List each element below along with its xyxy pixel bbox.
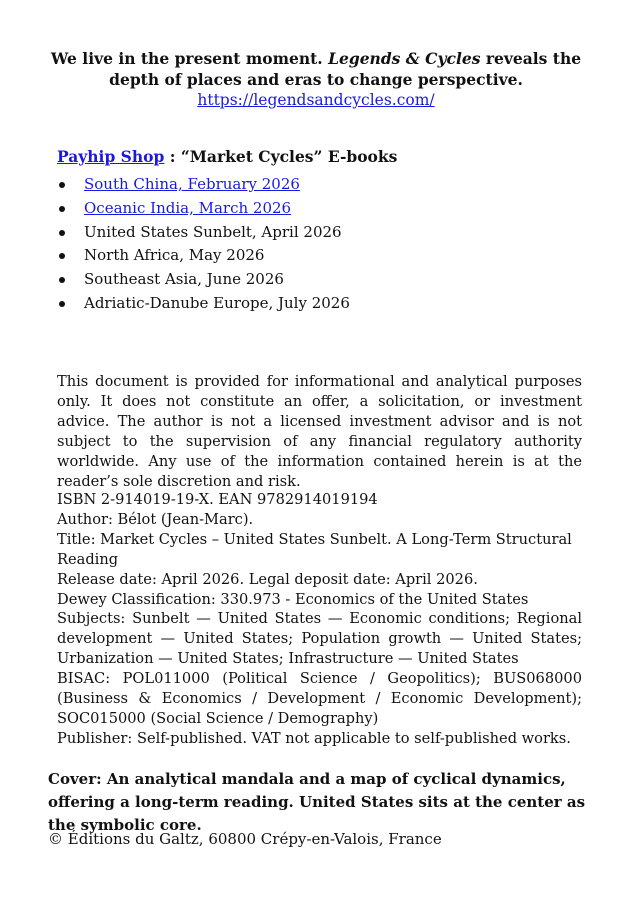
ebook-title: Adriatic-Danube Europe, July 2026 <box>84 293 350 312</box>
book-metadata <box>57 490 582 749</box>
ebook-list <box>57 173 597 316</box>
bullet-icon <box>59 230 65 236</box>
ebook-link-south-china[interactable]: South China, February 2026 <box>84 175 300 193</box>
bullet-icon <box>59 182 65 188</box>
bullet-icon <box>59 206 65 212</box>
tagline-pre: We live in the present moment. <box>50 49 329 68</box>
ebook-title: United States Sunbelt, April 2026 <box>84 222 342 241</box>
ebook-title: Southeast Asia, June 2026 <box>84 270 284 289</box>
list-item <box>57 221 597 245</box>
shop-section <box>57 146 597 316</box>
bullet-icon <box>59 253 65 259</box>
intro-block <box>40 48 592 111</box>
shop-heading <box>57 146 597 168</box>
cover-description: Cover: An analytical mandala and a map of cyclical dynamics, offering a long-term reading. United States sits at the center as the symbolic core. <box>48 770 586 834</box>
copyright-notice: © Éditions du Galtz, 60800 Crépy-en-Valois, France <box>48 830 442 848</box>
list-item <box>57 292 597 316</box>
subjects: Subjects: Sunbelt — United States — Economic conditions; Regional development — United States; Population growth — United States; Urbanization — United States; Infrastructure — United States <box>57 610 582 668</box>
release-date: Release date: April 2026. Legal deposit date: April 2026. <box>57 570 478 588</box>
tagline <box>40 48 592 90</box>
payhip-shop-link[interactable]: Payhip Shop <box>57 147 165 166</box>
list-item <box>57 268 597 292</box>
bullet-icon <box>59 301 65 307</box>
shop-heading-text: : “Market Cycles” E-books <box>164 147 398 166</box>
book-title: Title: Market Cycles – United States Sunbelt. A Long-Term Structural Reading <box>57 530 572 568</box>
list-item <box>57 173 597 197</box>
dewey-classification: Dewey Classification: 330.973 - Economics of the United States <box>57 590 529 608</box>
publisher: Publisher: Self-published. VAT not applicable to self-published works. <box>57 729 571 747</box>
disclaimer: This document is provided for informational and analytical purposes only. It does not constitute an offer, a solicitation, or investment advice. The author is not a licensed investment advisor and is not subject to the supervision of any financial regulatory authority worldwide. Any use of the information contained herein is at the reader’s sole discretion and risk. <box>57 373 582 490</box>
ebook-title: North Africa, May 2026 <box>84 246 265 265</box>
bisac: BISAC: POL011000 (Political Science / Geopolitics); BUS068000 (Business & Economics / Development / Economic Development); SOC015000 (Social Science / Demography) <box>57 670 582 727</box>
list-item <box>57 244 597 268</box>
list-item <box>57 197 597 221</box>
website-link[interactable]: https://legendsandcycles.com/ <box>197 91 435 109</box>
isbn: ISBN 2-914019-19-X. EAN 9782914019194 <box>57 491 378 508</box>
brand-name: Legends & Cycles <box>328 49 481 68</box>
bullet-icon <box>59 277 65 283</box>
author: Author: Bélot (Jean-Marc). <box>57 510 254 528</box>
tagline-post: reveals the depth of places and eras to change perspective. <box>109 49 582 89</box>
ebook-link-oceanic-india[interactable]: Oceanic India, March 2026 <box>84 198 292 217</box>
